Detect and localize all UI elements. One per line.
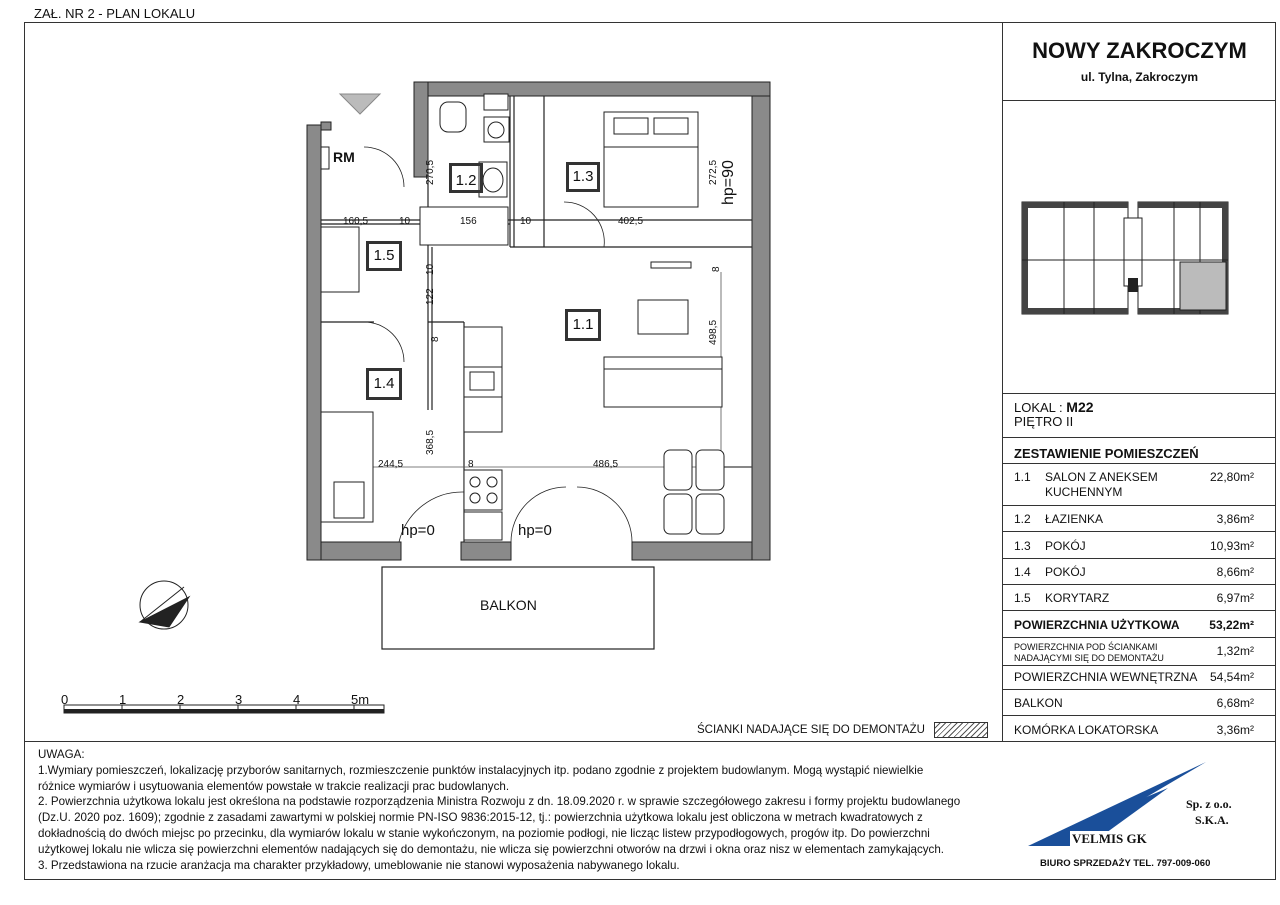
company-suffix: Sp. z o.o. (1186, 797, 1232, 811)
dimension: 244,5 (378, 459, 404, 470)
dimension: 160,5 (343, 216, 369, 227)
dimension: 498,5 (708, 319, 719, 345)
notes-line: 3. Przedstawiona na rzucie aranżacja ma charakter przykładowy, umeblowanie nie stanowi wyposażenia nabywanego lokalu. (38, 858, 680, 872)
dimension: 8 (468, 459, 474, 470)
scale-tick: 2 (177, 692, 185, 707)
room-label: 1.2 (449, 163, 483, 193)
room-label: 1.5 (366, 241, 402, 271)
room-label: 1.3 (566, 162, 600, 192)
balcony-row: BALKON 6,68m² (1014, 696, 1254, 710)
floor-plan (24, 22, 1004, 742)
project-address: ul. Tylna, Zakroczym (1080, 70, 1199, 84)
company-suffix: S.K.A. (1195, 813, 1229, 827)
dimension: 156 (460, 216, 477, 227)
dimension: 8 (711, 266, 722, 272)
dimension: 402,5 (618, 216, 644, 227)
legend-label: ŚCIANKI NADAJĄCE SIĘ DO DEMONTAŻU (697, 724, 925, 736)
usable-area-row: POWIERZCHNIA UŻYTKOWA 53,22m² (1014, 618, 1254, 632)
internal-area-row: POWIERZCHNIA WEWNĘTRZNA 54,54m² (1014, 670, 1254, 684)
hp-label: hp=0 (518, 522, 552, 539)
notes-title: UWAGA: (38, 748, 85, 761)
scale-tick: 5m (351, 692, 370, 707)
dimension: 368,5 (425, 429, 436, 455)
legend-hatch (934, 722, 988, 738)
notes-line: różnice wymiarów i usytuowania elementów powstałe w trakcie realizacji prac budowlanych. (38, 779, 510, 793)
dimension: 10 (399, 216, 411, 227)
dimension: 122 (425, 288, 436, 305)
notes-line: dokładnością do dwóch miejsc po przecinku, dla wymiarów lokalu w stanie wykończonym, na poziomie podłogi, nie licząc listew przypodłogowych, progów itp. Do powierzchni (38, 826, 930, 840)
dimension: 10 (520, 216, 532, 227)
lokal-id: M22 (1066, 399, 1094, 415)
notes-line: 2. Powierzchnia użytkowa lokalu jest określona na podstawie rozporządzenia Ministra Rozwoju z dn. 18.09.2020 r. w sprawie szczegółowego zakresu i formy projektu budowlanego (38, 795, 961, 809)
notes-line: (Dz.U. 2020 poz. 1609); zgodnie z zasadami zawartymi w polskiej normie PN-ISO 9836:2015-12, tj.: powierzchnia użytkowa lokalu jest obliczona w metrach kwadratowych z (38, 811, 923, 825)
company-name: VELMIS GK (1072, 831, 1147, 846)
dimension: 486,5 (593, 459, 619, 470)
scale-bar (64, 705, 384, 713)
dimension: 270,5 (425, 159, 436, 185)
hp-label: hp=0 (401, 522, 435, 539)
compass-icon (140, 581, 189, 629)
scale-tick: 3 (235, 692, 243, 707)
scale-tick: 0 (61, 692, 69, 707)
partition-row: POWIERZCHNIA POD ŚCIANKAMI NADAJĄCYMI SIĘ DO DEMONTAŻU 1,32m² (1014, 642, 1254, 663)
dimension: 10 (425, 263, 436, 275)
unit-info (1014, 400, 1094, 429)
table-title: ZESTAWIENIE POMIESZCZEŃ (1014, 446, 1199, 461)
page-header: ZAŁ. NR 2 - PLAN LOKALU (34, 6, 196, 21)
lokal-label: LOKAL : (1014, 400, 1063, 415)
wall (307, 125, 321, 560)
scale-tick: 4 (293, 692, 301, 707)
notes-line: użytkowej lokalu nie wlicza się powierzchni elementów nadających się do demontażu, nie wlicza się powierzchni otworów na drzwi i okna oraz nisz w elementach zamykających. (38, 842, 945, 856)
rm-label: RM (333, 149, 355, 165)
dimension: 8 (430, 336, 441, 342)
hp-label: hp=90 (720, 160, 737, 205)
table-row: 1.1 SALON Z ANEKSEM KUCHENNYM 22,80m² (1014, 470, 1254, 499)
scale-tick: 1 (119, 692, 127, 707)
balcony-label: BALKON (480, 597, 537, 613)
sales-phone: BIURO SPRZEDAŻY TEL. 797-009-060 (1040, 858, 1211, 869)
floor-label: PIĘTRO II (1014, 414, 1074, 429)
notes (38, 747, 998, 873)
room-label: 1.4 (366, 368, 402, 400)
notes-line: 1.Wymiary pomieszczeń, lokalizację przyborów sanitarnych, rozmieszczenie punktów instalacyjnych itp. podano zgodnie z projektem budowlanym. Mogą wystąpić niewielkie (38, 763, 924, 777)
project-name: NOWY ZAKROCZYM (1032, 38, 1247, 63)
storage-row: KOMÓRKA LOKATORSKA 3,36m² (1014, 723, 1254, 737)
building-key-plan (1014, 190, 1234, 330)
room-label: 1.1 (565, 309, 601, 341)
dimension: 272,5 (708, 159, 719, 185)
